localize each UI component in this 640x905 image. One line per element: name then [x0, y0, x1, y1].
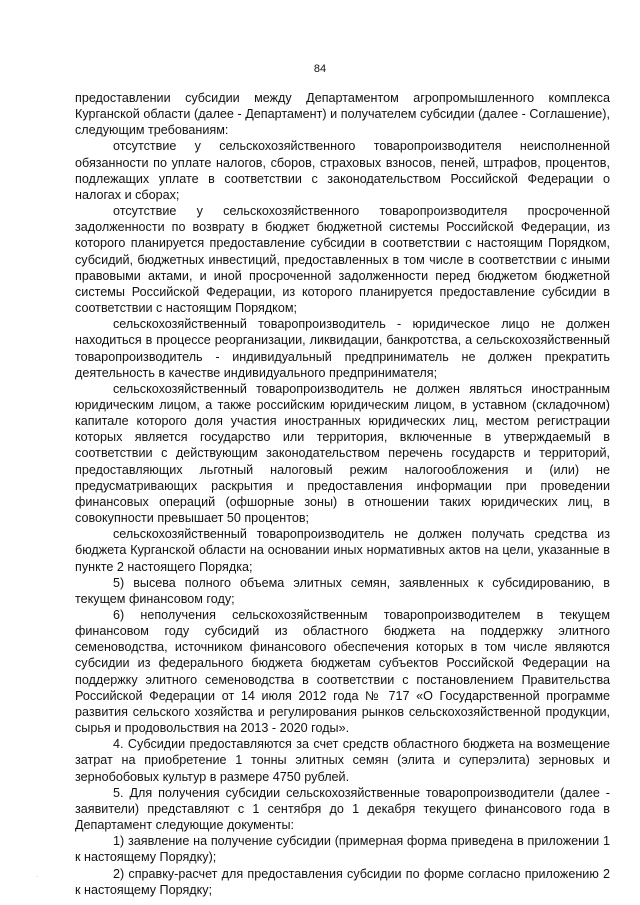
paragraph-10: 5. Для получения субсидии сельскохозяйственные товаропроизводители (далее - заявители) представляют с 1 сентября до 1 декабря текущего финансового года в Департамент следующие документы:: [75, 785, 610, 833]
paragraph-12: 2) справку-расчет для предоставления субсидии по форме согласно приложению 2 к настоящему Порядку;: [75, 866, 610, 897]
document-body: [75, 90, 610, 898]
paragraph-4: сельскохозяйственный товаропроизводитель - юридическое лицо не должен находиться в процессе реорганизации, ликвидации, банкротства, а сельскохозяйственный товаропроизводитель - индивидуальный предприниматель не должен прекратить деятельность в качестве индивидуального предпринимателя;: [75, 317, 610, 380]
paragraph-1: предоставлении субсидии между Департаментом агропромышленного комплекса Курганской области (далее - Департамент) и получателем субсидии (далее - Соглашение), следующим требованиям:: [75, 91, 610, 138]
paragraph-2: отсутствие у сельскохозяйственного товаропроизводителя неисполненной обязанности по уплате налогов, сборов, страховых взносов, пеней, штрафов, процентов, подлежащих уплате в соответствии с законодательством Российской Федерации о налогах и сборах;: [75, 139, 610, 202]
paragraph-11: 1) заявление на получение субсидии (примерная форма приведена в приложении 1 к настоящему Порядку);: [75, 834, 610, 865]
paragraph-7: 5) высева полного объема элитных семян, заявленных к субсидированию, в текущем финансовом году;: [75, 575, 610, 606]
paragraph-3: отсутствие у сельскохозяйственного товаропроизводителя просроченной задолженности по возврату в бюджет бюджетной системы Российской Федерации, из которого планируется предоставление субсидии в соответствии с настоящим Порядком, субсидий, бюджетных инвестиций, предоставленных в том числе в соответствии с иными правовыми актами, и иной просроченной задолженности перед бюджетом бюджетной системы Российской Федерации, из которого планируется предоставление субсидии в соответствии с настоящим Порядком;: [75, 204, 610, 316]
paragraph-5: сельскохозяйственный товаропроизводитель не должен являться иностранным юридическим лицом, а также российским юридическим лицом, в уставном (складочном) капитале которого доля участия иностранных юридических лиц, местом регистрации которых является государство или территория, включенные в утверждаемый в соответствии с действующим законодательством перечень государств и территорий, предоставляющих льготный налоговый режим налогообложения и (или) не предусматривающих раскрытия и предоставления информации при проведении финансовых операций (офшорные зоны) в отношении таких юридических лиц, в совокупности превышает 50 процентов;: [75, 381, 610, 526]
margin-dot: ·: [36, 874, 38, 880]
paragraph-8: 6) неполучения сельскохозяйственным товаропроизводителем в текущем финансовом году субсидий из областного бюджета на поддержку элитного семеноводства, источником финансового обеспечения которых в том числе являются субсидии из федерального бюджета бюджетам субъектов Российской Федерации на поддержку элитного семеноводства в соответствии с постановлением Правительства Российской Федерации от 14 июля 2012 года № 717 «О Государственной программе развития сельского хозяйства и регулирования рынков сельскохозяйственной продукции, сырья и продовольствия на 2013 - 2020 годы».: [75, 608, 610, 736]
paragraph-6: сельскохозяйственный товаропроизводитель не должен получать средства из бюджета Курганской области на основании иных нормативных актов на цели, указанные в пункте 2 настоящего Порядка;: [75, 527, 610, 574]
page-number: 84: [313, 63, 327, 75]
paragraph-9: 4. Субсидии предоставляются за счет средств областного бюджета на возмещение затрат на приобретение 1 тонны элитных семян (элита и суперэлита) зерновых и зернобобовых культур в размере 4750 рублей.: [75, 737, 610, 784]
